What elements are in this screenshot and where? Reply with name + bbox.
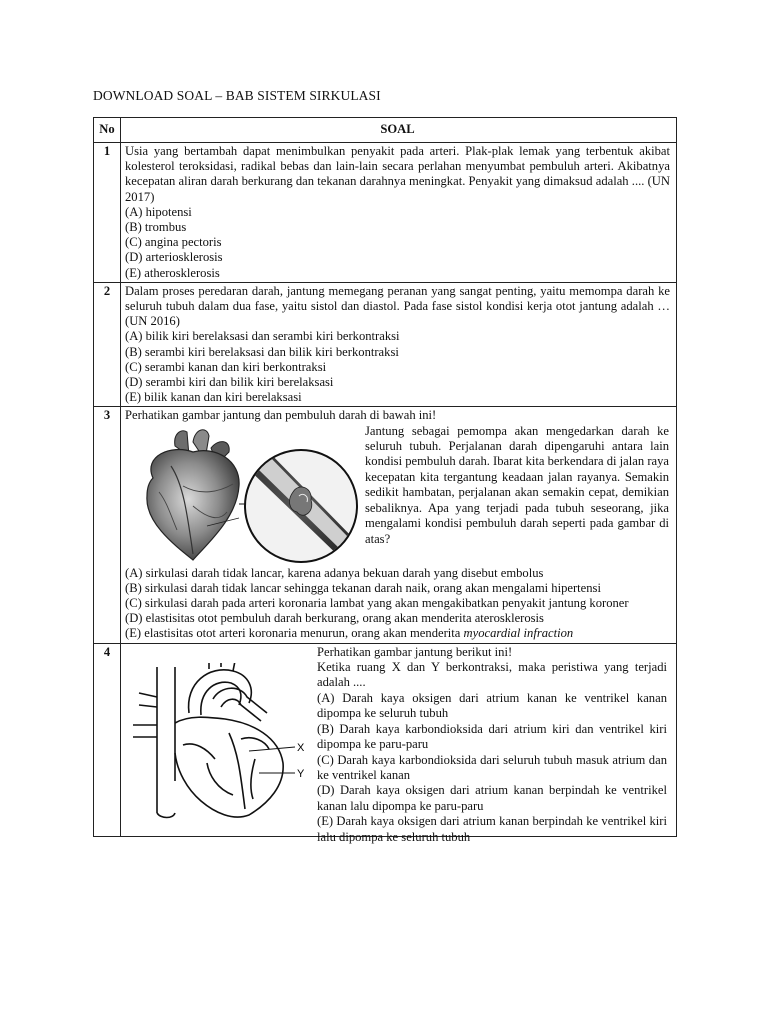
option-c: (C) angina pectoris (125, 235, 222, 250)
option-a: (A) Darah kaya oksigen dari atrium kanan ke ventrikel kanan dipompa ke seluruh tubuh (317, 690, 667, 721)
option-b: (B) Darah kaya karbondioksida dari atrium kiri dan ventrikel kiri dipompa ke paru-paru (317, 721, 667, 752)
question-number: 4 (94, 643, 121, 836)
option-e (125, 626, 670, 641)
question-row-2 (94, 282, 677, 407)
question-cell-1 (121, 143, 677, 283)
question-number: 1 (94, 143, 121, 283)
heart-artery-illustration (123, 426, 359, 564)
option-d: (D) elastisitas otot pembuluh darah berkurang, orang akan menderita aterosklerosis (125, 611, 544, 626)
option-d: (D) arteriosklerosis (125, 250, 223, 265)
question-text: Usia yang bertambah dapat menimbulkan penyakit pada arteri. Plak-plak lemak yang terbentuk akibat kolesterol teroksidasi, radikal bebas dan lain-lain secara perlahan menyumbat pembuluh arteri. Akibatnya kecepatan aliran darah berkurang dan tekanan darahnya meningkat. Penyakit yang dimaksud adalah .... (UN 2017) (125, 144, 670, 204)
question-text: Ketika ruang X dan Y berkontraksi, maka peristiwa yang terjadi adalah .... (317, 660, 667, 690)
option-c: (C) Darah kaya karbondioksida dari seluruh tubuh masuk atrium dan ke ventrikel kanan (317, 752, 667, 782)
question-cell-2 (121, 282, 677, 407)
question-row-1 (94, 143, 677, 283)
question-table (93, 117, 677, 844)
question-text: Dalam proses peredaran darah, jantung memegang peranan yang sangat penting, yaitu memompa darah ke seluruh tubuh dalam dua fase, yaitu sistol dan diastol. Pada fase sistol kondisi kerja otot jantung adalah … (UN 2016) (125, 283, 670, 329)
option-b: (B) sirkulasi darah tidak lancar sehingga tekanan darah naik, orang akan mengalami hipertensi (125, 580, 601, 595)
document-title: DOWNLOAD SOAL – BAB SISTEM SIRKULASI (93, 88, 381, 103)
label-y: Y (297, 767, 305, 780)
option-a: (A) hipotensi (125, 204, 192, 219)
option-c: (C) serambi kanan dan kiri berkontraksi (125, 359, 327, 374)
option-e-italic-term: myocardial infraction (463, 626, 574, 641)
header-soal: SOAL (121, 118, 677, 143)
option-e-text: (E) elastisitas otot arteri koronaria menurun, orang akan menderita (125, 626, 464, 641)
question-row-3 (94, 407, 677, 643)
option-a: (A) sirkulasi darah tidak lancar, karena adanya bekuan darah yang disebut embolus (125, 565, 544, 580)
question-cell-3 (121, 407, 677, 643)
label-x: X (297, 741, 305, 754)
option-a: (A) bilik kiri berelaksasi dan serambi kiri berkontraksi (125, 329, 400, 344)
question-text: Jantung sebagai pemompa akan mengedarkan darah ke seluruh tubuh. Perjalanan darah dipengaruhi antara lain kondisi pembuluh darah. Ibarat kita berkendara di jalan raya kecepatan kita tergantung keadaan jalan rayanya. Semakin sedikit hambatan, perjalanan akan semakin cepat, demikian sebaliknya. Apa yang terjadi pada tubuh seseorang, jika mengalami kondisi pembuluh darah seperti pada gambar di atas? (365, 423, 669, 546)
question-4-text-block (317, 645, 667, 845)
heart-diagram (129, 663, 309, 823)
question-cell-4 (121, 643, 677, 844)
question-row-4 (94, 643, 677, 836)
option-c: (C) sirkulasi darah pada arteri koronaria lambat yang akan mengakibatkan penyakit jantung koroner (125, 596, 629, 611)
option-b: (B) serambi kiri berelaksasi dan bilik kiri berkontraksi (125, 344, 399, 359)
option-e: (E) Darah kaya oksigen dari atrium kanan berpindah ke ventrikel kiri lalu dipompa ke seluruh tubuh (317, 814, 667, 844)
header-no: No (94, 118, 121, 143)
question-number: 3 (94, 407, 121, 643)
option-e: (E) atherosklerosis (125, 265, 220, 280)
question-number: 2 (94, 282, 121, 407)
question-intro: Perhatikan gambar jantung dan pembuluh darah di bawah ini! (125, 408, 437, 423)
option-d: (D) serambi kiri dan bilik kiri berelaksasi (125, 375, 334, 390)
option-d: (D) Darah kaya oksigen dari atrium kanan berpindah ke ventrikel kanan lalu dipompa ke paru-paru (317, 783, 667, 813)
option-e: (E) bilik kanan dan kiri berelaksasi (125, 390, 302, 405)
question-intro: Perhatikan gambar jantung berikut ini! (317, 644, 513, 659)
table-header-row (94, 118, 677, 143)
option-b: (B) trombus (125, 220, 187, 235)
